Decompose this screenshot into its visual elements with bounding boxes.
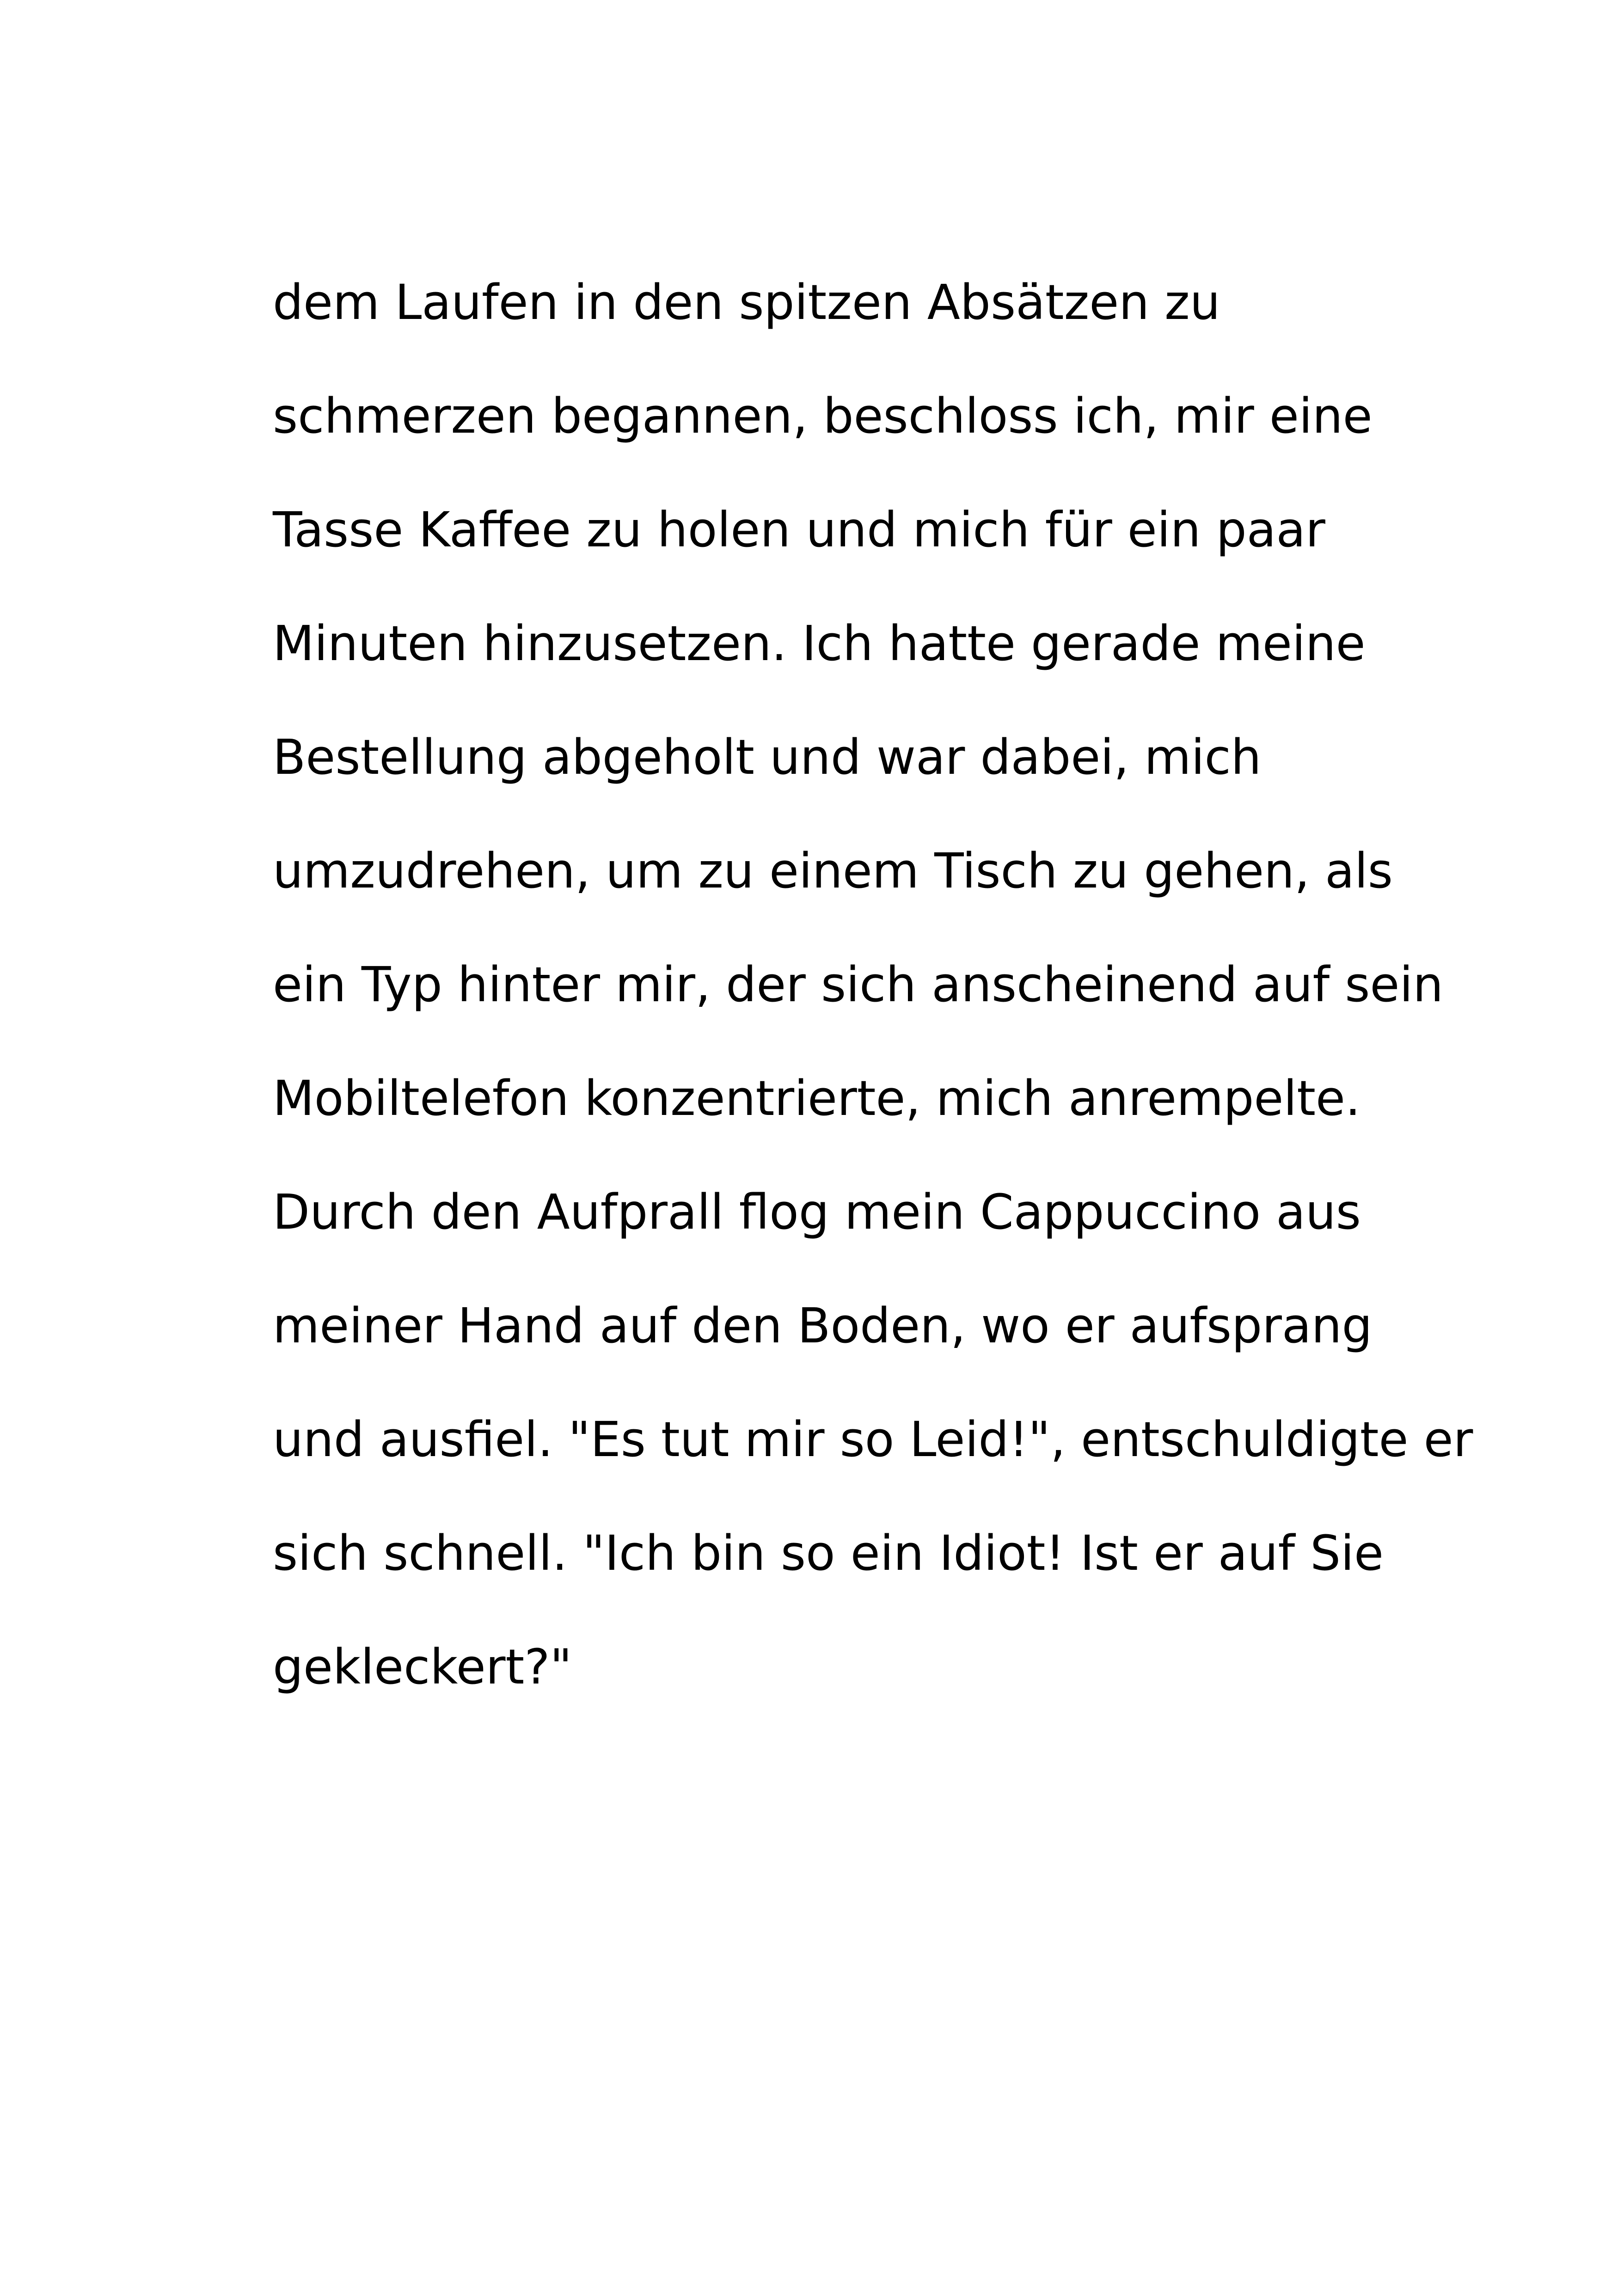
text-line-12: sich schnell. "Ich bin so ein Idiot! Ist er auf Sie	[273, 1525, 1384, 1581]
text-line-2: schmerzen begannen, beschloss ich, mir eine	[273, 388, 1373, 444]
text-line-11: und ausfiel. "Es tut mir so Leid!", entschuldigte er	[273, 1411, 1473, 1468]
text-line-10: meiner Hand auf den Boden, wo er aufsprang	[273, 1298, 1373, 1354]
text-line-9: Durch den Aufprall flog mein Cappuccino aus	[273, 1184, 1361, 1240]
text-line-4: Minuten hinzusetzen. Ich hatte gerade meine	[273, 615, 1366, 672]
text-line-1: dem Laufen in den spitzen Absätzen zu	[273, 274, 1220, 331]
text-line-5: Bestellung abgeholt und war dabei, mich	[273, 729, 1262, 785]
text-line-8: Mobiltelefon konzentrierte, mich anrempelte.	[273, 1070, 1361, 1127]
text-line-3: Tasse Kaffee zu holen und mich für ein paar	[273, 502, 1325, 558]
text-line-13: gekleckert?"	[273, 1639, 572, 1695]
text-line-7: ein Typ hinter mir, der sich anscheinend auf sein	[273, 956, 1444, 1013]
text-line-6: umzudrehen, um zu einem Tisch zu gehen, als	[273, 843, 1393, 899]
